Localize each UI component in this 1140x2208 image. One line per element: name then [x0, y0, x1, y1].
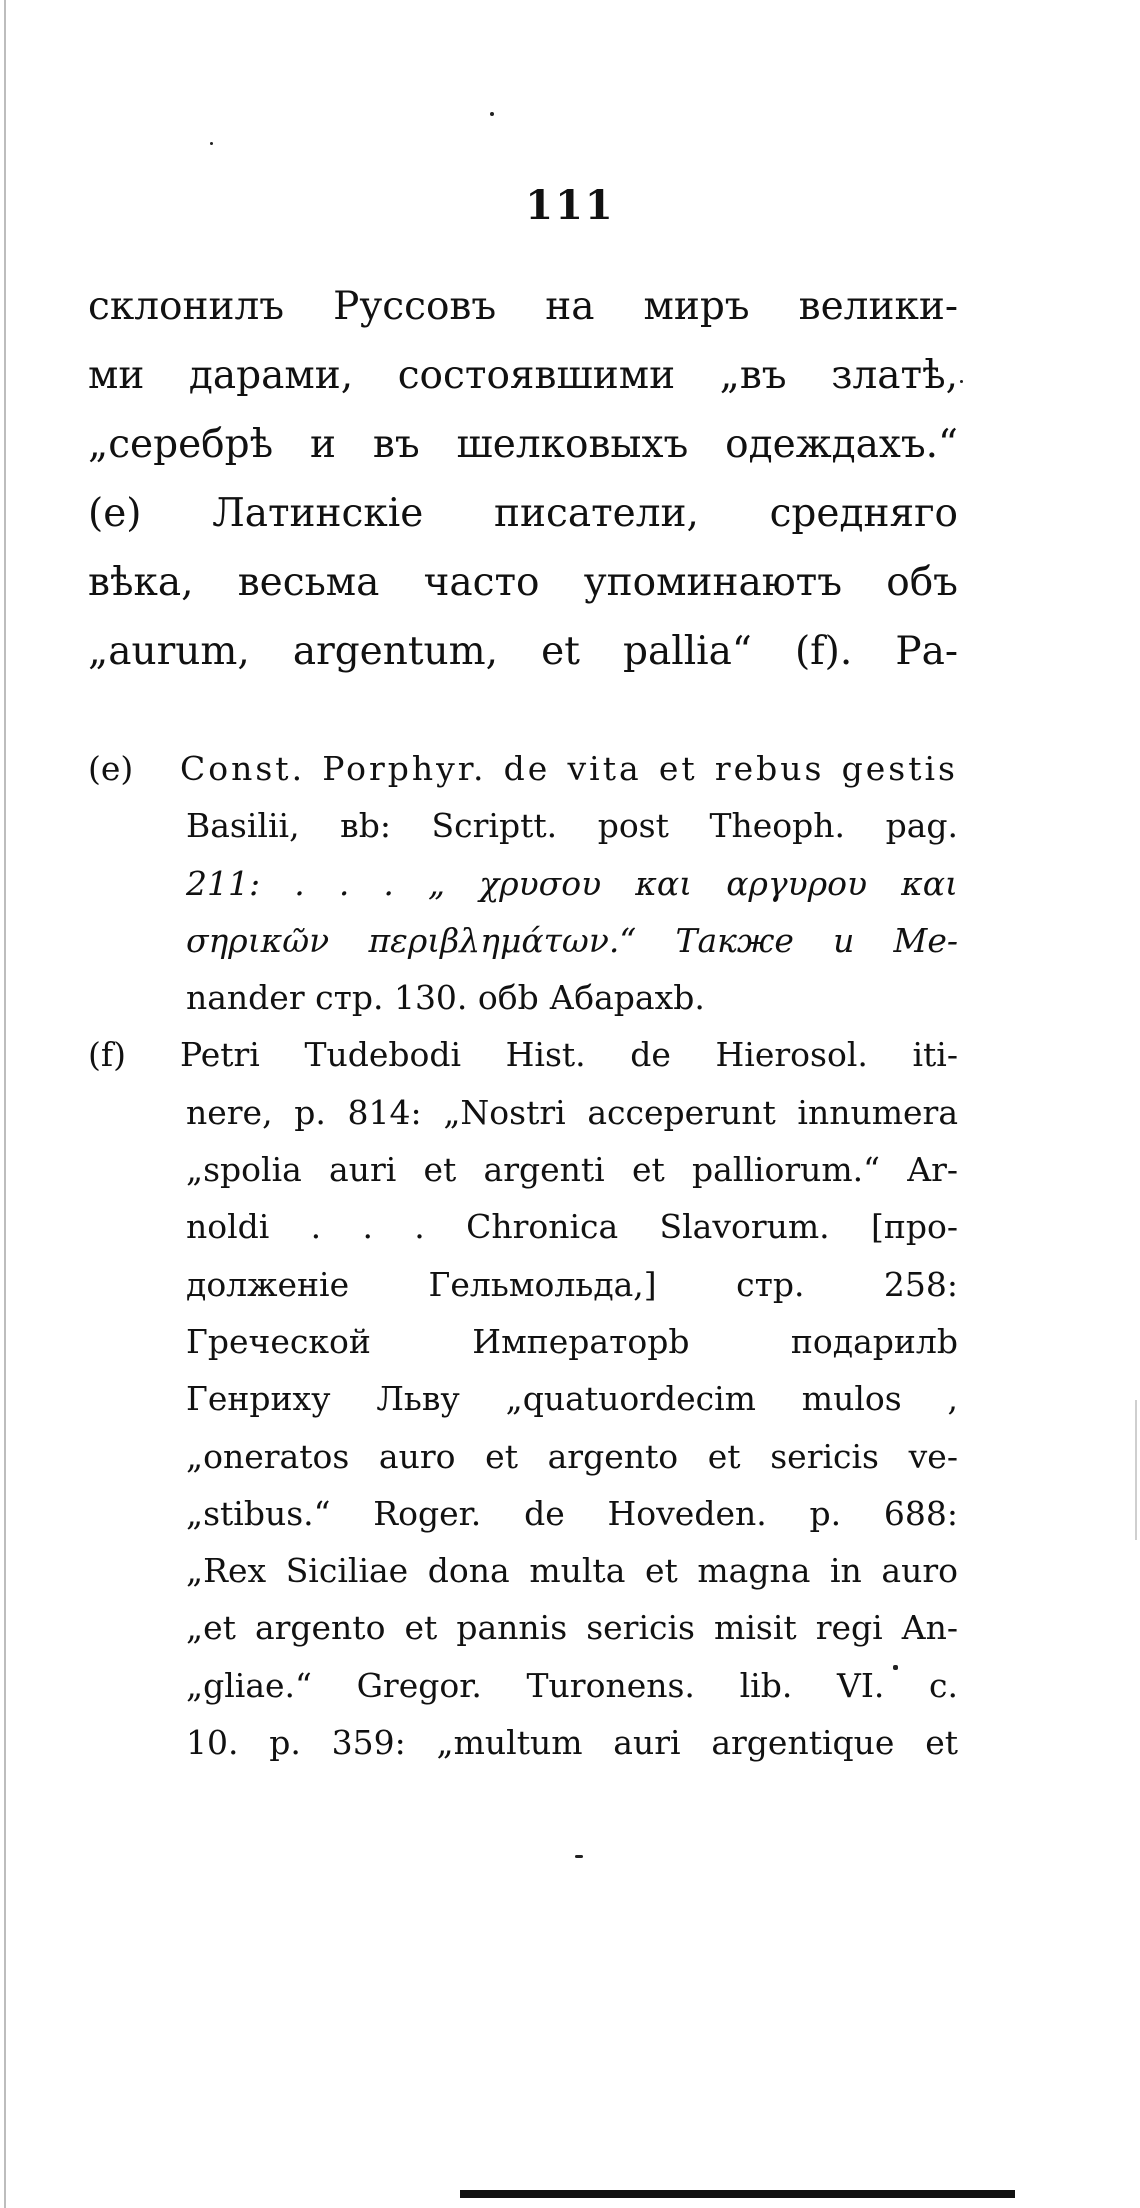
footnote-f-line: Греческой Императорb подарилb	[186, 1321, 958, 1361]
footnote-f-line: „spolia auri et argenti et palliorum.“ Ar-	[186, 1150, 958, 1190]
main-text-line: (е) Латинскіе писатели, средняго	[88, 491, 958, 536]
footnote-f-line: 10. p. 359: „multum auri argentique et	[186, 1723, 958, 1763]
footnote-f-line: „oneratos auro et argento et sericis ve-	[186, 1436, 958, 1476]
main-text-line: ми дарами, состоявшими „въ златѣ,	[88, 353, 958, 398]
main-text-line: склонилъ Руссовъ на миръ велики-	[88, 284, 958, 329]
footnote-marker-f: (f)	[88, 1035, 126, 1075]
page-edge-left	[4, 0, 6, 2208]
page-number: 111	[525, 182, 615, 229]
ink-speck	[210, 142, 213, 145]
ink-speck	[575, 1855, 583, 1858]
footnote-e-line	[88, 740, 958, 797]
footnotes	[88, 740, 958, 1771]
footnote-f-line: „et argento et pannis sericis misit regi An-	[186, 1608, 958, 1648]
bottom-scan-edge	[460, 2190, 1015, 2198]
ink-speck	[960, 380, 963, 383]
footnote-marker-e: (е)	[88, 749, 134, 788]
footnote-f-line: „Rex Siciliae dona multa et magna in auro	[186, 1551, 958, 1591]
ink-speck	[490, 112, 494, 116]
footnote-f-text: Petri Tudebodi Hist. de Hierosol. iti-	[180, 1035, 958, 1075]
footnote-f-line: noldi . . . Chronica Slavorum. [про-	[186, 1207, 958, 1247]
footnote-f-line: „gliae.“ Gregor. Turonens. lib. VI. c.	[186, 1665, 958, 1705]
page-edge-right	[1135, 1400, 1137, 1540]
footnote-e-greek-line: σηρικῶν περιβλημάτων.“ Также и Ме-	[186, 920, 958, 960]
footnote-f-line: долженіе Гельмольда,] стр. 258:	[186, 1264, 958, 1304]
footnote-e-text: Const. Porphyr. de vita et rebus gestis	[180, 749, 958, 788]
main-text	[88, 272, 958, 686]
main-text-line: „серебрѣ и въ шелковыхъ одеждахъ.“	[88, 422, 958, 467]
footnote-e-line: Basilii, вb: Scriptt. post Theoph. pag.	[186, 806, 958, 846]
footnote-f-line	[88, 1026, 958, 1083]
footnote-e-line: nander стр. 130. обb Абарахb.	[186, 978, 705, 1018]
footnote-f-line: nere, p. 814: „Nostri acceperunt innumera	[186, 1092, 958, 1132]
footnote-f-line: Генриху Льву „quatuordecim mulos ,	[186, 1379, 958, 1419]
main-text-line: „aurum, argentum, et pallia“ (f). Ра-	[88, 629, 958, 674]
footnote-f-line: „stibus.“ Roger. de Hoveden. p. 688:	[186, 1493, 958, 1533]
footnote-e-greek-line: 211: . . . „ χρυσου και αργυρου και	[186, 863, 958, 903]
main-text-line: вѣка, весьма часто упоминаютъ объ	[88, 560, 958, 605]
